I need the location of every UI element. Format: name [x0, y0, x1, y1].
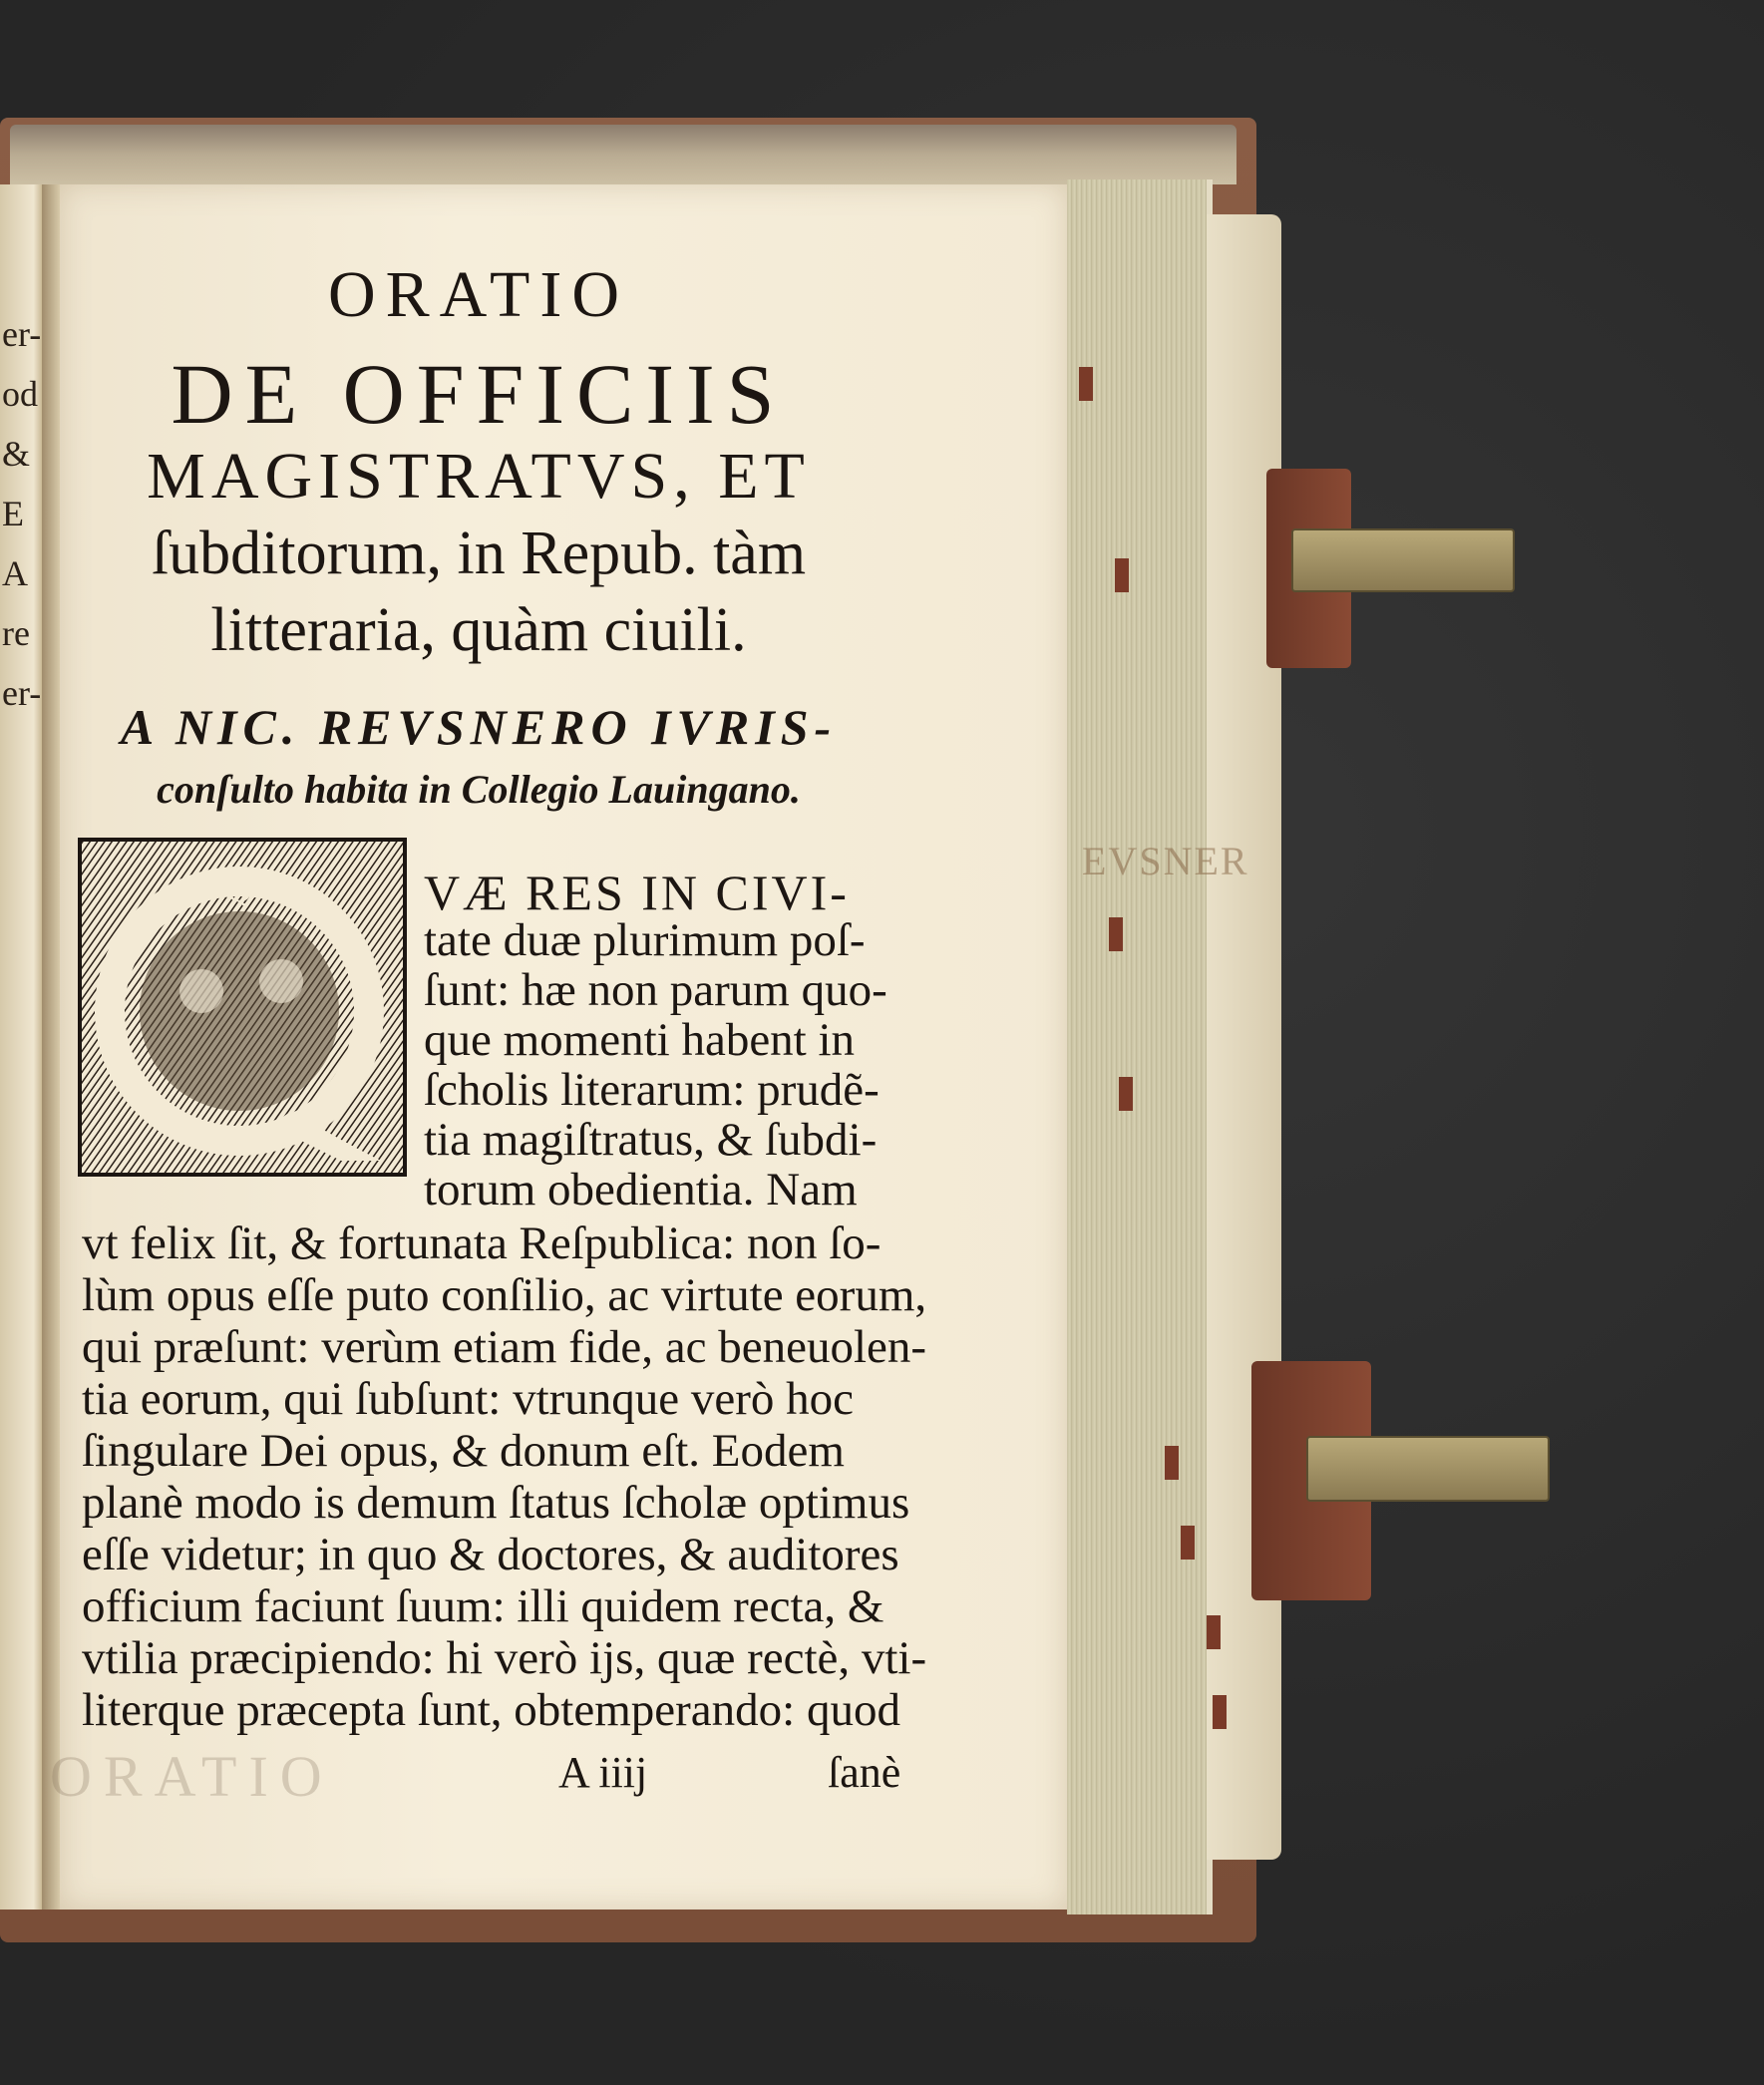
- clasp-metal-top: [1291, 528, 1515, 592]
- prev-page-text-2: &: [2, 434, 31, 474]
- text-line: lùm opus eſſe puto conſilio, ac virtute eorum,: [82, 1269, 927, 1321]
- edge-tab: [1119, 1077, 1133, 1111]
- signature-mark: A iiij: [558, 1748, 648, 1797]
- edge-tab: [1213, 1695, 1227, 1729]
- text-line: que momenti habent in: [424, 1014, 856, 1066]
- text-line: eſſe videtur; in quo & doctores, & auditores: [82, 1529, 899, 1580]
- prev-page-text-6: er-: [2, 673, 42, 713]
- title-line-3: MAGISTRATVS, ET: [147, 440, 811, 513]
- fore-edge-label: EVSNER: [1082, 839, 1249, 883]
- decorated-initial: [78, 838, 407, 1177]
- clasp-metal-bottom: [1306, 1436, 1550, 1502]
- prev-page-text-4: A: [2, 553, 28, 593]
- text-line: qui præſunt: verùm etiam fide, ac beneuolen-: [82, 1321, 927, 1373]
- byline-line-1: A NIC. REVSNERO IVRIS-: [120, 699, 838, 755]
- text-line: ſunt: hæ non parum quo-: [424, 964, 887, 1016]
- prev-page-text-3: E: [2, 494, 24, 533]
- text-line: vtilia præcipiendo: hi verò ijs, quæ rectè, vti-: [82, 1632, 927, 1684]
- prev-page-text-5: re: [2, 613, 30, 653]
- page-fore-edge: [1067, 179, 1213, 1914]
- text-line: literque præcepta ſunt, obtemperando: quod: [82, 1684, 900, 1736]
- edge-tab: [1165, 1446, 1179, 1480]
- catchword: ſanè: [828, 1748, 901, 1797]
- woodcut-illustration-icon: [82, 842, 403, 1173]
- text-line: planè modo is demum ſtatus ſcholæ optimus: [82, 1477, 910, 1529]
- prev-page-text-0: er-: [2, 314, 42, 354]
- back-cover-edge: [1207, 214, 1281, 1860]
- text-line: ſingulare Dei opus, & donum eſt. Eodem: [82, 1425, 845, 1477]
- show-through-text: ORATIO: [50, 1744, 334, 1809]
- byline-line-2: conſulto habita in Collegio Lauingano.: [157, 767, 801, 812]
- text-line: torum obedientia. Nam: [424, 1164, 858, 1216]
- book-head-edge: [10, 125, 1236, 184]
- text-line: tia eorum, qui ſubſunt: vtrunque verò hoc: [82, 1373, 855, 1425]
- edge-tab: [1207, 1615, 1221, 1649]
- initial-letter: Q: [225, 870, 253, 910]
- text-line: tia magiſtratus, & ſubdi-: [424, 1114, 878, 1166]
- text-line: ſcholis literarum: prudẽ-: [424, 1064, 880, 1116]
- title-line-5: litteraria, quàm ciuili.: [210, 596, 747, 664]
- text-line: tate duæ plurimum poſ-: [424, 914, 866, 966]
- edge-tab: [1181, 1526, 1195, 1560]
- edge-tab: [1115, 558, 1129, 592]
- edge-tab: [1109, 917, 1123, 951]
- title-line-1: ORATIO: [328, 258, 629, 331]
- text-line: officium faciunt ſuum: illi quidem recta, &: [82, 1580, 884, 1632]
- title-line-2: DE OFFICIIS: [171, 346, 787, 442]
- edge-tab: [1079, 367, 1093, 401]
- text-line: vt felix ſit, & fortunata Reſpublica: non ſo-: [82, 1217, 882, 1269]
- prev-page-text-1: od: [2, 374, 38, 414]
- text-line: VÆ RES IN CIVI-: [424, 865, 850, 920]
- page-gutter: [42, 184, 60, 1910]
- title-line-4: ſubditorum, in Repub. tàm: [151, 520, 807, 587]
- previous-page-fragment: [0, 184, 42, 1910]
